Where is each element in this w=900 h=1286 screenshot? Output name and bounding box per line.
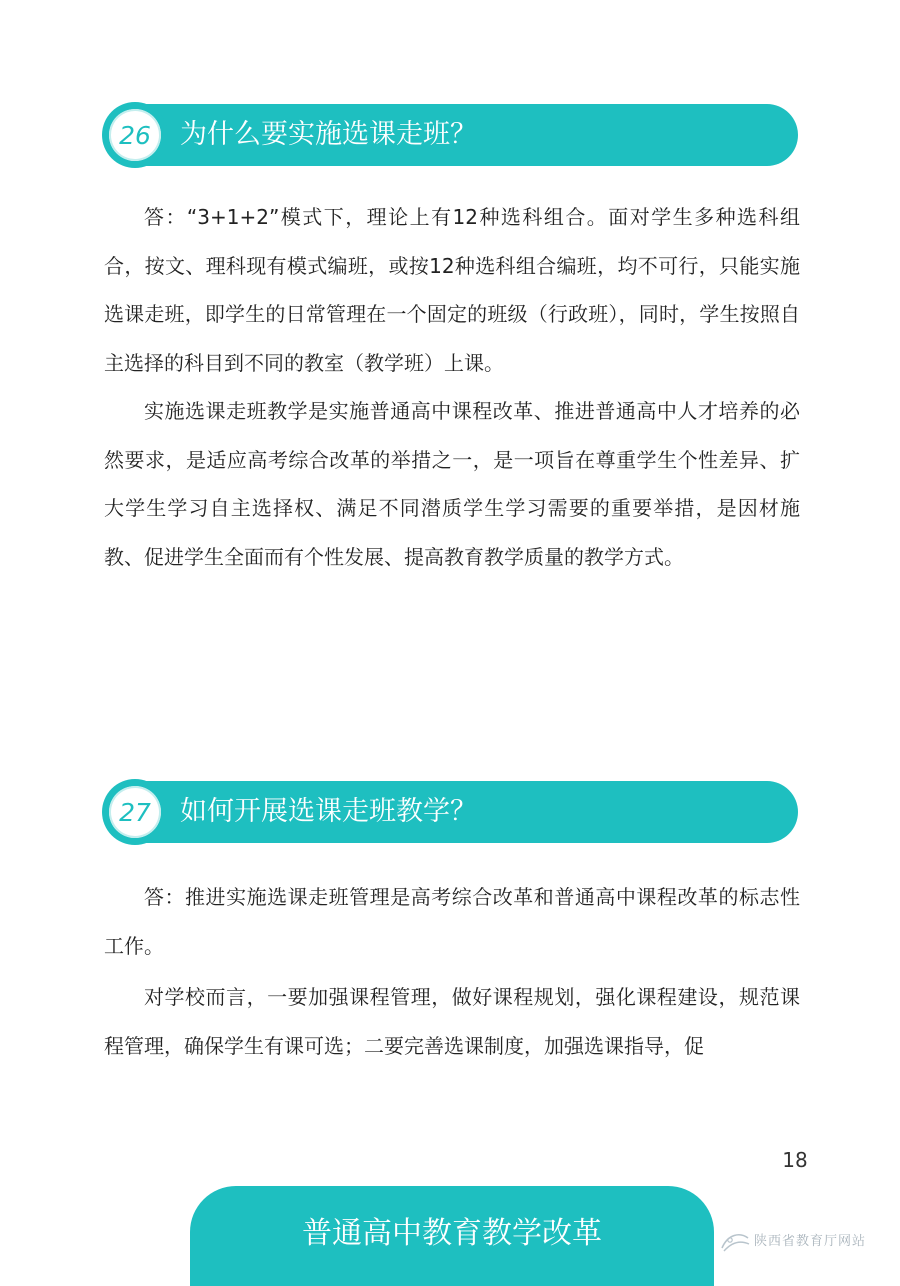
question-27-title: 如何开展选课走班教学？ <box>180 796 477 827</box>
watermark-logo-icon <box>718 1228 752 1254</box>
question-26-title: 为什么要实施选课走班？ <box>180 119 477 150</box>
footer-title: 普通高中教育教学改革 <box>302 1216 602 1251</box>
question-27-number: 27 <box>119 797 151 827</box>
question-27-answer-paragraph-2: 对学校而言，一要加强课程管理，做好课程规划，强化课程建设，规范课程管理，确保学生有课可选；二要完善选课制度，加强选课指导，促 <box>104 985 800 1058</box>
question-27-answer-paragraph-1: 答：推进实施选课走班管理是高考综合改革和普通高中课程改革的标志性工作。 <box>104 885 800 958</box>
question-27-badge <box>102 779 168 845</box>
footer-banner <box>190 1186 714 1286</box>
watermark-text: 陕西省教育厅网站 <box>754 1234 867 1249</box>
question-26-answer-paragraph-2: 实施选课走班教学是实施普通高中课程改革、推进普通高中人才培养的必然要求，是适应高考综合改革的举措之一，是一项旨在尊重学生个性差异、扩大学生学习自主选择权、满足不同潜质学生学习需要的重要举措，是因材施教、促进学生全面而有个性发展、提高教育教学质量的教学方式。 <box>104 399 800 569</box>
question-26-number: 26 <box>119 120 151 150</box>
watermark <box>718 1224 893 1258</box>
question-26-badge <box>102 102 168 168</box>
question-27-header <box>102 781 798 843</box>
page-number: 18 <box>782 1148 808 1172</box>
question-26-answer-paragraph-1: 答：“3+1+2”模式下，理论上有12种选科组合。面对学生多种选科组合，按文、理科现有模式编班，或按12种选科组合编班，均不可行，只能实施选课走班，即学生的日常管理在一个固定的班级（行政班），同时，学生按照自主选择的科目到不同的教室（教学班）上课。 <box>104 205 800 375</box>
question-26-header <box>102 104 798 166</box>
